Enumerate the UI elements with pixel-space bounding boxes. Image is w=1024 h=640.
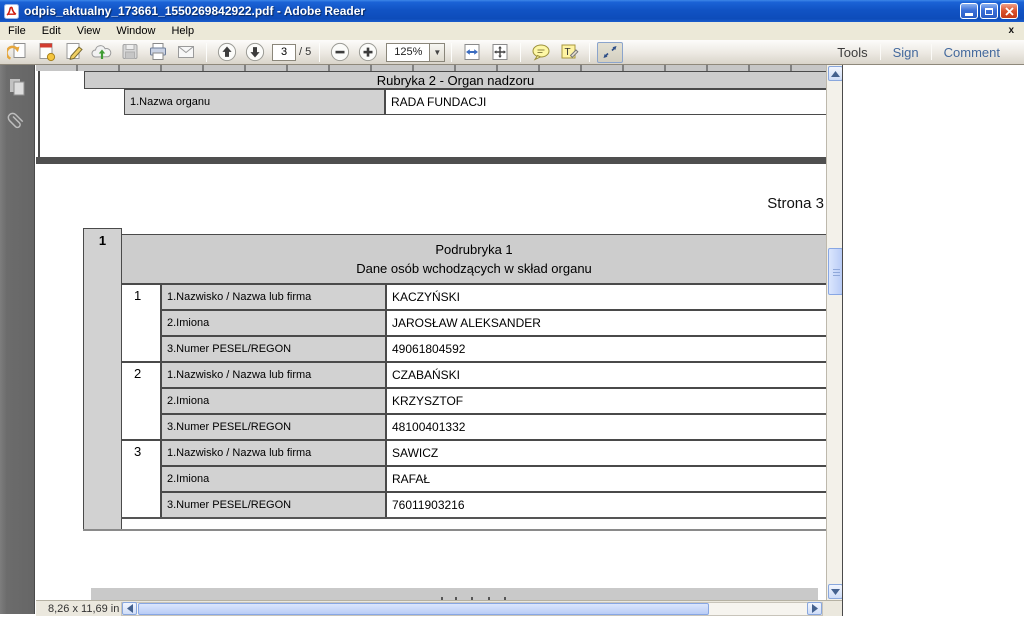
toolbar-separator bbox=[589, 43, 590, 62]
open-icon bbox=[7, 42, 29, 62]
page-thumbnails-button[interactable] bbox=[7, 77, 27, 102]
save-button[interactable] bbox=[117, 42, 143, 63]
field-value-surname: SAWICZ bbox=[386, 440, 827, 466]
outer-table-bottom-border bbox=[83, 529, 827, 531]
field-value-pesel: 49061804592 bbox=[386, 336, 827, 362]
scroll-left-button[interactable] bbox=[122, 602, 137, 615]
page2-field-label: 1.Nazwa organu bbox=[124, 89, 385, 115]
toolbar-separator bbox=[451, 43, 452, 62]
field-value-names: RAFAŁ bbox=[386, 466, 827, 492]
highlight-text-icon bbox=[558, 42, 580, 62]
field-label: 2.Imiona bbox=[161, 388, 386, 414]
zoom-level-select[interactable] bbox=[386, 43, 445, 62]
pdf-app-icon bbox=[4, 4, 19, 19]
scroll-left-icon bbox=[127, 604, 133, 613]
create-pdf-icon bbox=[35, 42, 57, 62]
email-button[interactable] bbox=[173, 42, 199, 63]
field-value-pesel: 76011903216 bbox=[386, 492, 827, 518]
close-button[interactable] bbox=[1000, 3, 1018, 19]
attachments-icon bbox=[7, 111, 27, 133]
scroll-down-button[interactable] bbox=[828, 584, 843, 599]
fullscreen-icon bbox=[600, 43, 620, 61]
zoom-in-button[interactable] bbox=[355, 42, 381, 63]
field-label: 1.Nazwisko / Nazwa lub firma bbox=[161, 440, 386, 466]
cloud-upload-button[interactable] bbox=[89, 42, 115, 63]
field-value-surname: CZABAŃSKI bbox=[386, 362, 827, 388]
page-count-label: / 5 bbox=[299, 46, 312, 58]
open-button[interactable] bbox=[5, 42, 31, 63]
comment-button[interactable]: Comment bbox=[943, 44, 1000, 60]
toolbar-separator bbox=[319, 43, 320, 62]
scroll-right-icon bbox=[812, 604, 818, 613]
highlight-text-button[interactable] bbox=[556, 42, 582, 63]
page-size-label: 8,26 x 11,69 in bbox=[48, 603, 120, 615]
scroll-right-button[interactable] bbox=[807, 602, 822, 615]
close-icon bbox=[1005, 7, 1014, 16]
save-icon bbox=[119, 42, 141, 62]
print-button[interactable] bbox=[145, 42, 171, 63]
attachments-button[interactable] bbox=[7, 111, 27, 138]
minimize-icon bbox=[965, 13, 973, 16]
zoom-in-icon bbox=[357, 42, 379, 62]
field-label: 3.Numer PESEL/REGON bbox=[161, 492, 386, 518]
email-icon bbox=[175, 42, 197, 62]
sticky-note-button[interactable] bbox=[528, 42, 554, 63]
fill-sign-icon bbox=[63, 42, 85, 62]
window-title: odpis_aktualny_173661_1550269842922.pdf - Adobe Reader bbox=[24, 4, 366, 18]
scroll-up-button[interactable] bbox=[828, 66, 843, 81]
menu-help[interactable]: Help bbox=[171, 25, 195, 37]
page2-section-header: Rubryka 2 - Organ nadzoru bbox=[84, 71, 827, 89]
field-label: 1.Nazwisko / Nazwa lub firma bbox=[161, 362, 386, 388]
subsection-header bbox=[121, 234, 827, 284]
next-page-icon bbox=[244, 42, 266, 62]
menu-window[interactable]: Window bbox=[116, 25, 156, 37]
toolbar-separator bbox=[206, 43, 207, 62]
zoom-level-value: 125% bbox=[394, 46, 423, 58]
toolbar-separator bbox=[520, 43, 521, 62]
status-bar bbox=[36, 600, 843, 616]
fit-page-button[interactable] bbox=[487, 42, 513, 63]
vertical-scrollbar[interactable] bbox=[826, 65, 843, 600]
document-pane bbox=[36, 65, 843, 616]
fit-width-button[interactable] bbox=[459, 42, 485, 63]
menu-edit[interactable]: Edit bbox=[41, 25, 61, 37]
row-number-cell: 3 bbox=[121, 440, 161, 518]
page-number-label: Strona 3 bbox=[767, 195, 824, 212]
cloud-upload-icon bbox=[91, 42, 113, 62]
subsection-title: Podrubryka 1 bbox=[435, 242, 513, 257]
title-bar bbox=[0, 0, 1024, 22]
navigation-sidebar bbox=[0, 65, 35, 614]
field-label: 3.Numer PESEL/REGON bbox=[161, 414, 386, 440]
fit-width-icon bbox=[461, 42, 483, 62]
restore-icon bbox=[985, 8, 993, 15]
field-label: 2.Imiona bbox=[161, 466, 386, 492]
print-icon bbox=[147, 42, 169, 62]
field-value-surname: KACZYŃSKI bbox=[386, 284, 827, 310]
row-number-cell: 1 bbox=[121, 284, 161, 362]
fullscreen-button[interactable] bbox=[597, 42, 623, 63]
sticky-note-icon bbox=[530, 42, 552, 62]
row-number-cell: 2 bbox=[121, 362, 161, 440]
field-label: 1.Nazwisko / Nazwa lub firma bbox=[161, 284, 386, 310]
zoom-out-button[interactable] bbox=[327, 42, 353, 63]
next-page-button[interactable] bbox=[242, 42, 268, 63]
scroll-down-icon bbox=[831, 589, 840, 595]
page2-field-value: RADA FUNDACJI bbox=[385, 89, 827, 115]
menu-file[interactable]: File bbox=[8, 25, 26, 37]
toolbar-right-panel bbox=[825, 43, 1024, 62]
create-pdf-button[interactable] bbox=[33, 42, 59, 63]
main-area bbox=[0, 65, 1024, 640]
svg-text:T: T bbox=[564, 47, 571, 58]
sign-button[interactable]: Sign bbox=[892, 44, 919, 60]
toolbar bbox=[0, 40, 1024, 65]
field-label: 3.Numer PESEL/REGON bbox=[161, 336, 386, 362]
field-value-names: KRZYSZTOF bbox=[386, 388, 827, 414]
fit-page-icon bbox=[489, 42, 511, 62]
fill-sign-button[interactable] bbox=[61, 42, 87, 63]
window-controls bbox=[960, 3, 1020, 19]
subsection-subtitle: Dane osób wchodzących w skład organu bbox=[356, 261, 592, 276]
field-label: 2.Imiona bbox=[161, 310, 386, 336]
previous-page-button[interactable] bbox=[214, 42, 240, 63]
page-number-input[interactable] bbox=[272, 44, 296, 61]
previous-page-icon bbox=[216, 42, 238, 62]
zoom-out-icon bbox=[329, 42, 351, 62]
document-close-button[interactable]: x bbox=[1008, 25, 1014, 36]
menu-view[interactable]: View bbox=[76, 25, 101, 37]
zoom-dropdown-arrow-icon[interactable]: ▼ bbox=[429, 44, 444, 61]
horizontal-scrollbar[interactable] bbox=[121, 602, 823, 616]
page-separator bbox=[36, 157, 826, 164]
restore-button[interactable] bbox=[980, 3, 998, 19]
page-thumbnails-icon bbox=[7, 77, 27, 97]
vertical-scroll-thumb[interactable] bbox=[828, 248, 843, 295]
field-value-pesel: 48100401332 bbox=[386, 414, 827, 440]
tools-button[interactable]: Tools bbox=[837, 44, 868, 60]
horizontal-scroll-thumb[interactable] bbox=[138, 603, 709, 615]
page2-table-border bbox=[38, 71, 40, 157]
field-value-names: JAROSŁAW ALEKSANDER bbox=[386, 310, 827, 336]
table-bottom-border bbox=[121, 517, 827, 519]
menu-bar bbox=[0, 22, 1024, 40]
minimize-button[interactable] bbox=[960, 3, 978, 19]
section-index-cell: 1 bbox=[83, 228, 122, 531]
scroll-up-icon bbox=[831, 71, 840, 77]
